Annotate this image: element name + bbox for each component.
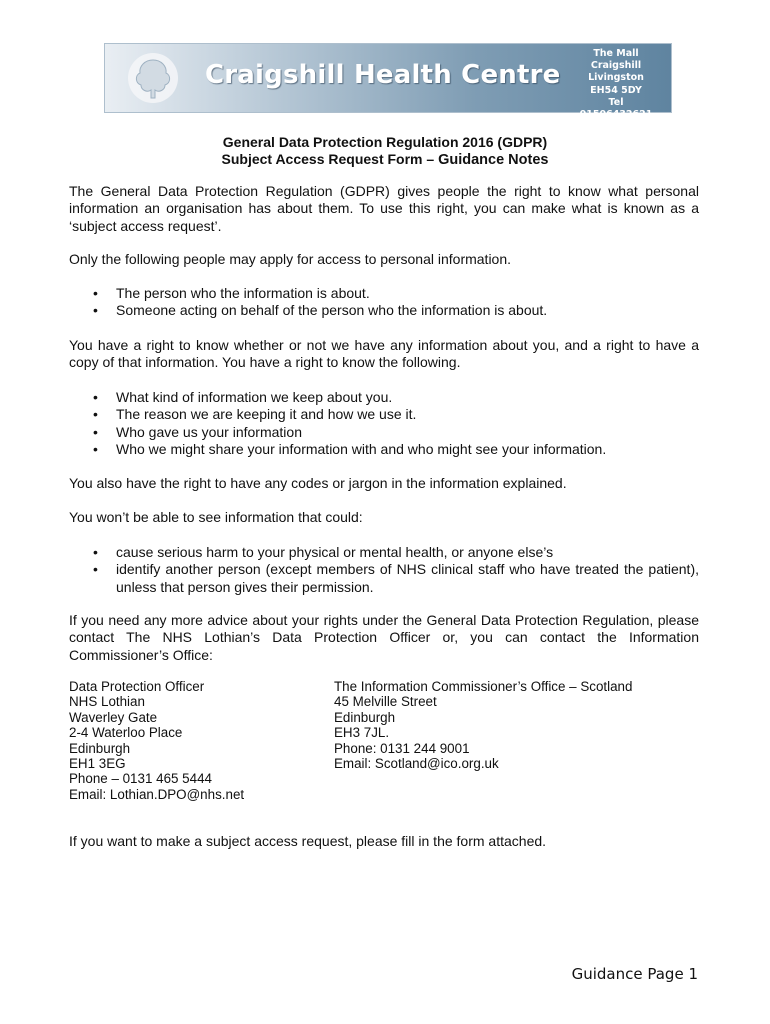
list-item-text: The person who the information is about. — [116, 285, 370, 301]
rights-list — [69, 389, 699, 459]
list-item-text: Who gave us your information — [116, 423, 302, 440]
address-line: The Mall — [593, 48, 639, 59]
contact-email[interactable]: Email: Scotland@ico.org.uk — [334, 756, 499, 772]
tree-logo-icon — [127, 52, 179, 104]
contact-line: 45 Melville Street — [334, 694, 437, 710]
address-line: Craigshill — [590, 60, 642, 72]
list-item — [69, 544, 699, 561]
list-item-text: Who we might share your information with and who might see your information. — [116, 441, 607, 458]
bullet-icon: • — [93, 285, 98, 301]
contact-line: Edinburgh — [69, 740, 131, 756]
list-item-text: identify another person (except members of NHS clinical staff who have treated the patient), unless that person gives their permission. — [116, 561, 699, 595]
bullet-icon: • — [93, 389, 98, 405]
bullet-icon: • — [93, 544, 98, 560]
wont-see-paragraph: You won’t be able to see information that could: — [69, 509, 363, 525]
document-heading: General Data Protection Regulation 2016 (GDPR) — [222, 134, 548, 150]
who-can-apply-paragraph: Only the following people may apply for access to personal information. — [69, 251, 512, 267]
list-item — [69, 441, 699, 458]
subheading-prefix: Subject Access Request Form – — [221, 151, 439, 167]
bullet-icon: • — [93, 441, 98, 458]
contact-line: Data Protection Officer — [69, 679, 205, 694]
list-item-text: What kind of information we keep about you. — [116, 389, 393, 405]
contact-line: 2-4 Waterloo Place — [69, 725, 183, 741]
closing-paragraph: If you want to make a subject access request, please fill in the form attached. — [69, 833, 547, 849]
document-subheading — [0, 151, 770, 168]
contact-line: Edinburgh — [334, 709, 396, 725]
dpo-contact-block — [69, 679, 244, 802]
rights-intro-paragraph: You have a right to know whether or not we have any information about you, and a right to have a copy of that information. You have a right to know the following. — [69, 337, 699, 371]
practice-address — [571, 48, 661, 121]
contact-line: The Information Commissioner’s Office – Scotland — [334, 679, 633, 694]
address-line: EH54 5DY — [590, 84, 642, 96]
address-line: Tel 01506432621 — [579, 96, 653, 121]
contact-line: NHS Lothian — [69, 694, 145, 710]
practice-name: Craigshill Health Centre — [205, 60, 561, 90]
list-item-text: The reason we are keeping it and how we use it. — [116, 406, 417, 423]
contact-line: EH1 3EG — [69, 756, 126, 772]
subheading-emphasis: Guidance Notes — [438, 152, 549, 168]
intro-paragraph: The General Data Protection Regulation (GDPR) gives people the right to know what personal information an organisation has about them. To use this right, you can make what is known as a ‘subject access request’. — [69, 183, 699, 234]
list-item — [69, 561, 699, 596]
bullet-icon: • — [93, 561, 98, 578]
list-item — [69, 285, 699, 302]
contact-line: Phone: 0131 244 9001 — [334, 740, 470, 756]
page-footer-label: Guidance Page 1 — [571, 965, 698, 983]
list-item-text: cause serious harm to your physical or mental health, or anyone else’s — [116, 544, 554, 560]
contact-line: EH3 7JL. — [334, 725, 390, 741]
list-item — [69, 302, 699, 319]
list-item — [69, 406, 699, 423]
list-item-text: Someone acting on behalf of the person who the information is about. — [116, 302, 548, 319]
bullet-icon: • — [93, 302, 98, 319]
header-banner — [104, 43, 672, 121]
contact-email[interactable]: Email: Lothian.DPO@nhs.net — [69, 786, 245, 802]
bullet-icon: • — [93, 406, 98, 423]
list-item — [69, 424, 699, 441]
advice-paragraph: If you need any more advice about your rights under the General Data Protection Regulation, please contact The NHS Lothian’s Data Protection Officer or, you can contact the Information Commissioner’s Office: — [69, 612, 699, 663]
bullet-icon: • — [93, 423, 98, 440]
codes-paragraph: You also have the right to have any codes or jargon in the information explained. — [69, 475, 567, 491]
exclusions-list — [69, 544, 699, 596]
ico-contact-block — [334, 679, 632, 771]
list-item — [69, 389, 699, 406]
applicants-list — [69, 285, 699, 320]
contact-line: Phone – 0131 465 5444 — [69, 771, 212, 787]
address-line: Livingston — [588, 72, 644, 84]
contact-line: Waverley Gate — [69, 709, 158, 725]
